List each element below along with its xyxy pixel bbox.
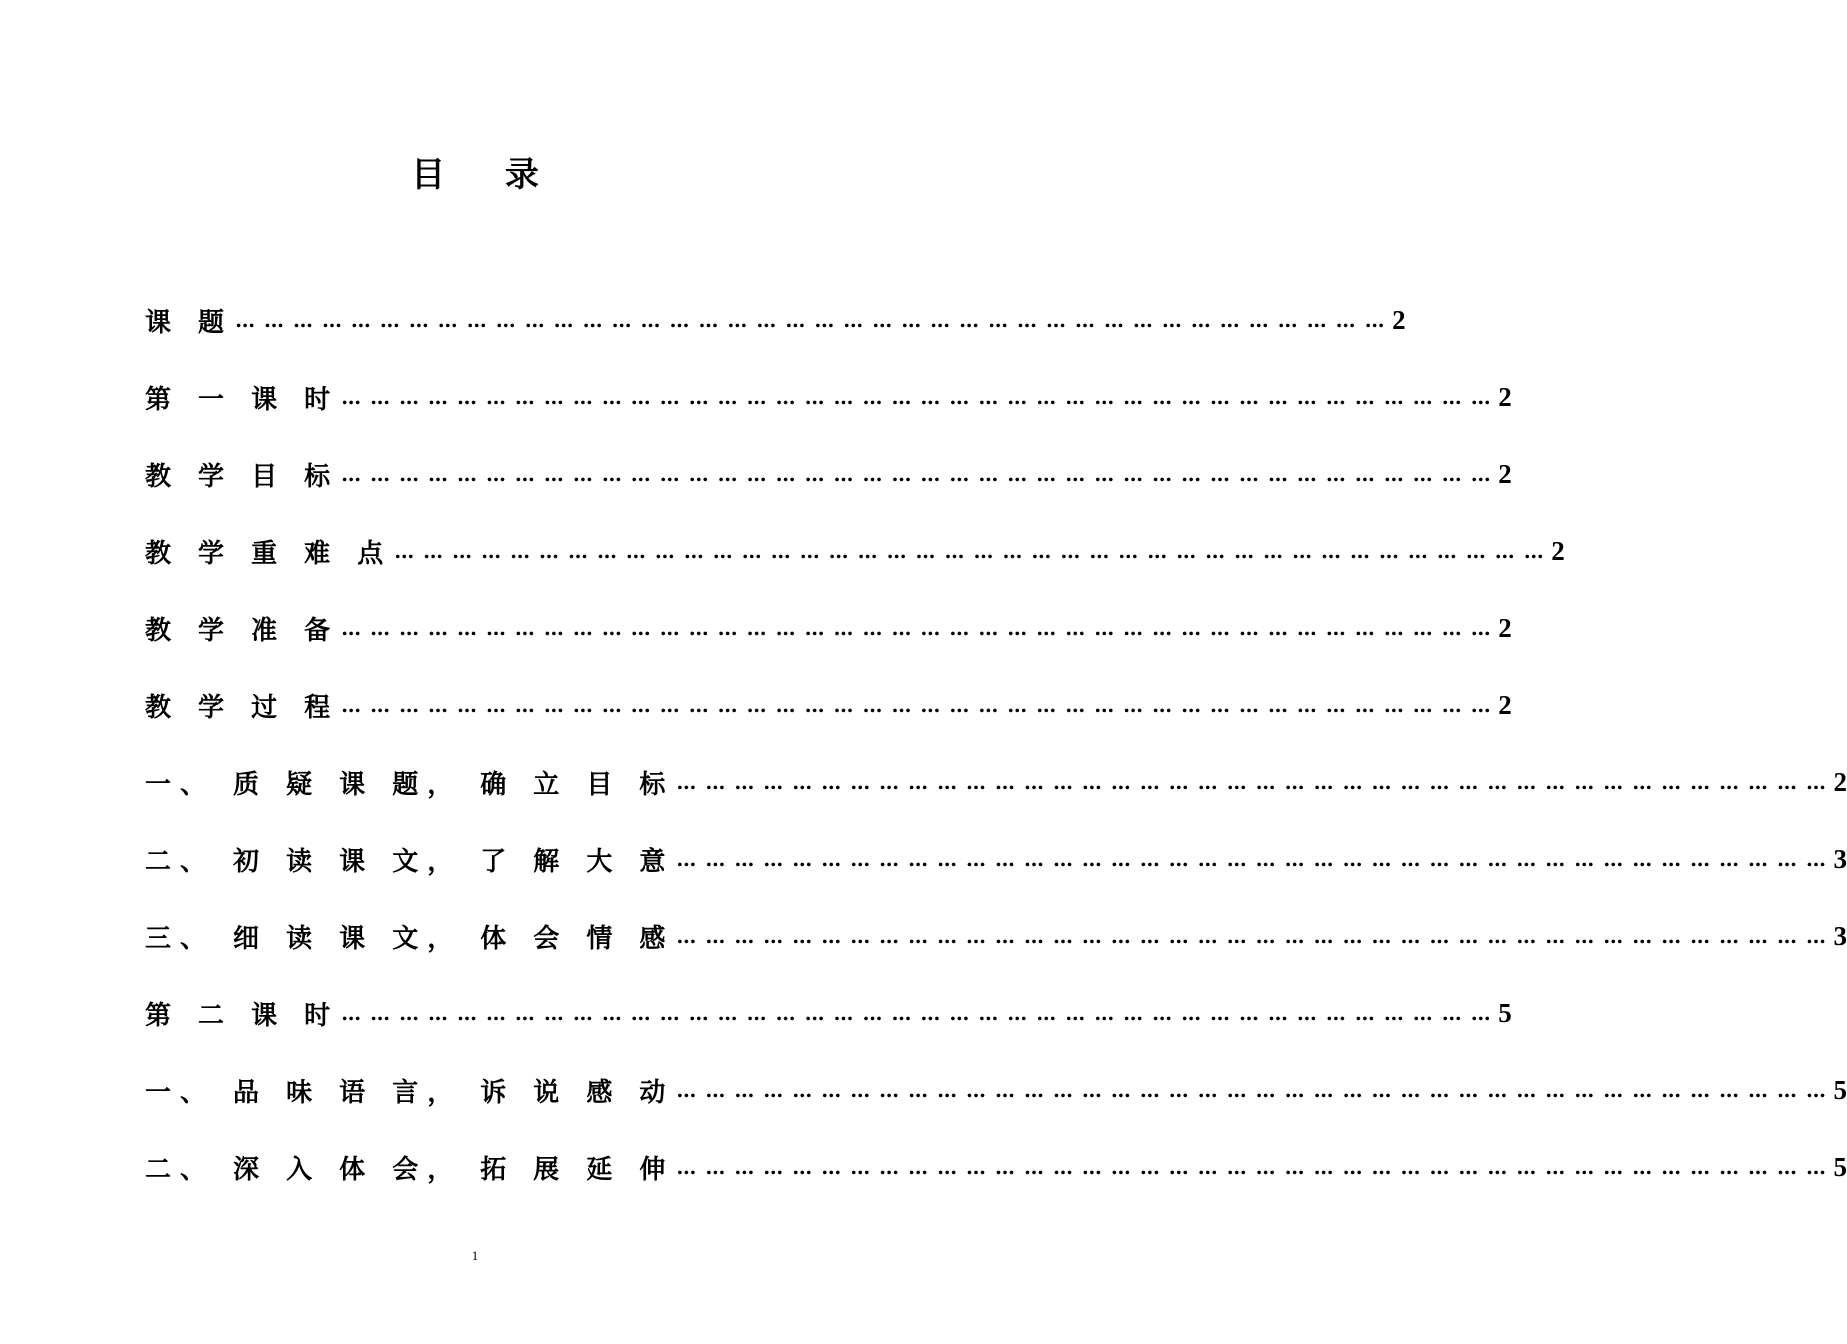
toc-entry-page: 3 xyxy=(1833,844,1847,874)
toc-leader-dots: … … … … … … … … … … … … … … … … … … … … … … … … … … … … … … … … … … … … … … … … xyxy=(235,307,1386,332)
toc-leader-dots: … … … … … … … … … … … … … … … … … … … … … … … … … … … … … … … … … … … … … … … … xyxy=(676,1154,1827,1179)
toc-entry[interactable] xyxy=(145,975,1512,1052)
toc-leader-dots: … … … … … … … … … … … … … … … … … … … … … … … … … … … … … … … … … … … … … … … … xyxy=(341,692,1492,717)
toc-leader-dots: … … … … … … … … … … … … … … … … … … … … … … … … … … … … … … … … … … … … … … … … xyxy=(676,923,1827,948)
toc-entry-label: 一、 质 疑 课 题， 确 立 目 标 xyxy=(145,770,675,800)
toc-entry-page: 2 xyxy=(1551,536,1565,566)
toc-leader-dots: … … … … … … … … … … … … … … … … … … … … … … … … … … … … … … … … … … … … … … … … xyxy=(394,538,1545,563)
toc-entry[interactable] xyxy=(145,1129,1847,1206)
toc-leader-dots: … … … … … … … … … … … … … … … … … … … … … … … … … … … … … … … … … … … … … … … … xyxy=(341,384,1492,409)
toc-entry-page: 3 xyxy=(1833,921,1847,951)
toc-leader-dots: … … … … … … … … … … … … … … … … … … … … … … … … … … … … … … … … … … … … … … … … xyxy=(676,1077,1827,1102)
page-number: 1 xyxy=(471,1248,479,1263)
toc-entry-page: 2 xyxy=(1498,382,1512,412)
toc-entry-label: 课 题 xyxy=(145,308,234,338)
toc-entry[interactable] xyxy=(145,282,1406,359)
toc-entry[interactable] xyxy=(145,821,1847,898)
toc-entry-label: 三、 细 读 课 文， 体 会 情 感 xyxy=(145,924,675,954)
toc-entry-page: 5 xyxy=(1833,1152,1847,1182)
toc-entry-label: 第 一 课 时 xyxy=(145,385,340,415)
toc-entry-label: 一、 品 味 语 言， 诉 说 感 动 xyxy=(145,1078,675,1108)
toc-entry-page: 2 xyxy=(1392,305,1406,335)
toc-entry-page: 2 xyxy=(1833,767,1847,797)
toc-entry-label: 教 学 过 程 xyxy=(145,693,340,723)
toc-entry[interactable] xyxy=(145,667,1512,744)
toc-entry-label: 二、 深 入 体 会， 拓 展 延 伸 xyxy=(145,1155,675,1185)
toc-leader-dots: … … … … … … … … … … … … … … … … … … … … … … … … … … … … … … … … … … … … … … … … xyxy=(341,1000,1492,1025)
toc-entry[interactable] xyxy=(145,590,1512,667)
toc-list xyxy=(145,282,1847,1206)
toc-entry[interactable] xyxy=(145,1052,1847,1129)
toc-title: 目 录 xyxy=(411,155,563,195)
toc-entry-page: 2 xyxy=(1498,459,1512,489)
toc-entry-label: 教 学 目 标 xyxy=(145,462,340,492)
toc-entry[interactable] xyxy=(145,359,1512,436)
toc-leader-dots: … … … … … … … … … … … … … … … … … … … … … … … … … … … … … … … … … … … … … … … … xyxy=(341,461,1492,486)
toc-entry[interactable] xyxy=(145,898,1847,975)
toc-leader-dots: … … … … … … … … … … … … … … … … … … … … … … … … … … … … … … … … … … … … … … … … xyxy=(676,846,1827,871)
toc-leader-dots: … … … … … … … … … … … … … … … … … … … … … … … … … … … … … … … … … … … … … … … … xyxy=(341,615,1492,640)
toc-entry-label: 教 学 准 备 xyxy=(145,616,340,646)
toc-entry-page: 5 xyxy=(1498,998,1512,1028)
toc-entry[interactable] xyxy=(145,436,1512,513)
toc-entry-label: 教 学 重 难 点 xyxy=(145,539,393,569)
toc-entry-page: 2 xyxy=(1498,690,1512,720)
toc-entry-label: 第 二 课 时 xyxy=(145,1001,340,1031)
toc-entry-page: 2 xyxy=(1498,613,1512,643)
toc-entry-label: 二、 初 读 课 文， 了 解 大 意 xyxy=(145,847,675,877)
toc-entry-page: 5 xyxy=(1833,1075,1847,1105)
toc-entry[interactable] xyxy=(145,744,1847,821)
toc-entry[interactable] xyxy=(145,513,1565,590)
toc-leader-dots: … … … … … … … … … … … … … … … … … … … … … … … … … … … … … … … … … … … … … … … … xyxy=(676,769,1827,794)
